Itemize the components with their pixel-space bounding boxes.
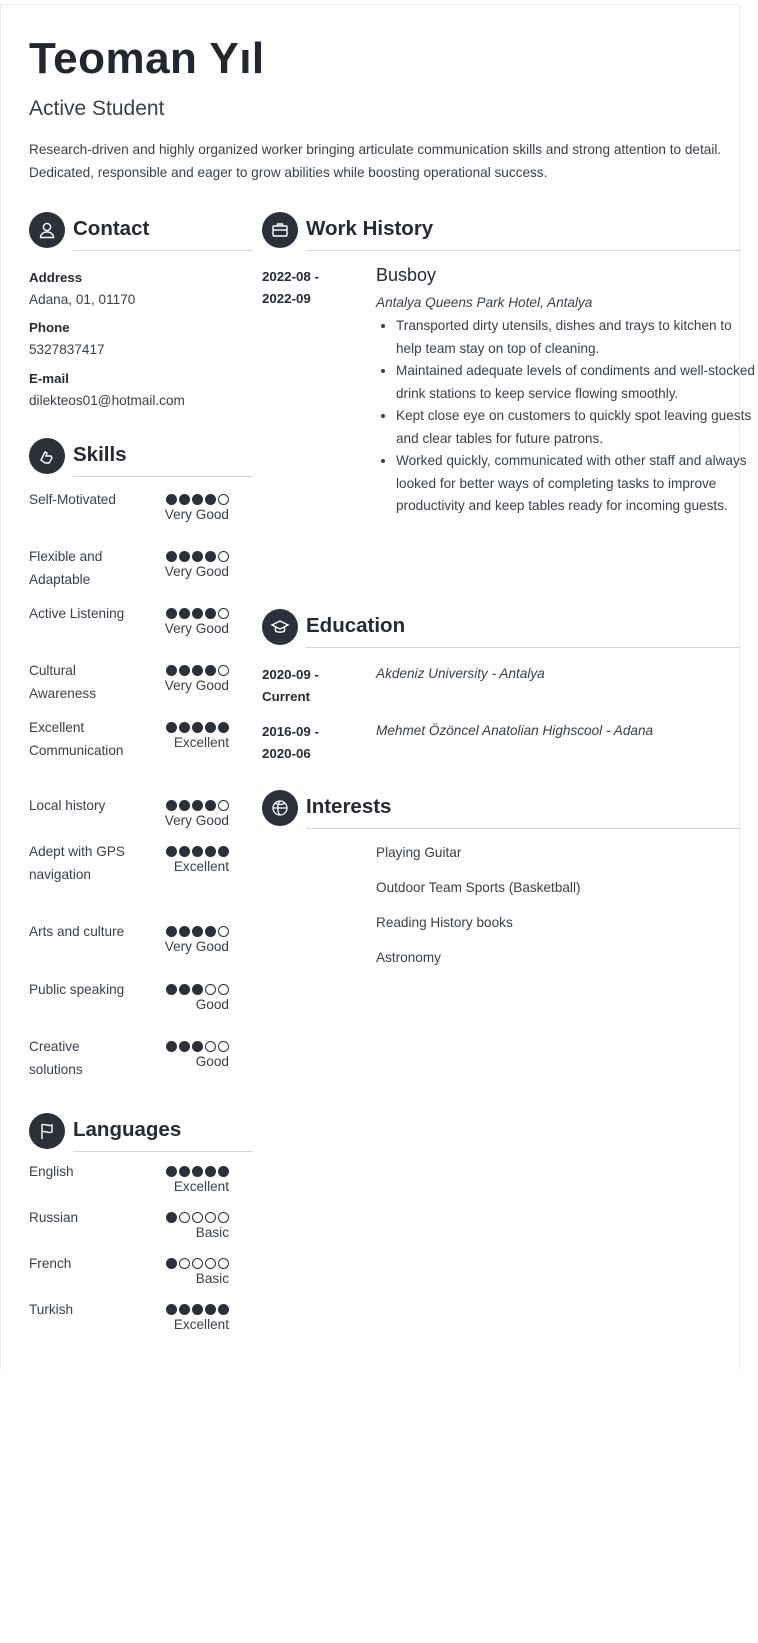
empty-dot-icon: [218, 800, 229, 811]
filled-dot-icon: [192, 846, 203, 857]
flag-icon: [29, 1113, 65, 1149]
job-duties-list: [376, 315, 758, 518]
filled-dot-icon: [205, 494, 216, 505]
empty-dot-icon: [218, 984, 229, 995]
rating-dots: [166, 1041, 229, 1053]
candidate-title: Active Student: [29, 97, 165, 120]
rating: [166, 1212, 229, 1241]
interest-item: Astronomy: [376, 950, 441, 965]
filled-dot-icon: [179, 665, 190, 676]
filled-dot-icon: [192, 1041, 203, 1052]
rating: [165, 551, 229, 580]
rating-label: Very Good: [164, 564, 229, 579]
skills-heading: Skills: [73, 443, 127, 466]
filled-dot-icon: [179, 722, 190, 733]
rating: [166, 984, 229, 1013]
interest-item: Playing Guitar: [376, 845, 462, 860]
email-link[interactable]: dilekteos01@hotmail.com: [29, 393, 185, 408]
rating-label: Excellent: [173, 1317, 229, 1332]
graduation-cap-icon: [262, 609, 298, 645]
phone-label: Phone: [29, 320, 70, 335]
filled-dot-icon: [179, 1041, 190, 1052]
filled-dot-icon: [218, 1304, 229, 1315]
empty-dot-icon: [179, 1258, 190, 1269]
filled-dot-icon: [166, 984, 177, 995]
phone-value: 5327837417: [29, 342, 105, 357]
filled-dot-icon: [166, 494, 177, 505]
education-date-start: 2016-09 -: [262, 724, 319, 739]
skill-name: Arts and culture: [29, 924, 125, 939]
rating-dots: [165, 665, 229, 677]
rating-dots: [165, 926, 229, 938]
rating-label: Basic: [195, 1271, 229, 1286]
skill-name: Local history: [29, 798, 106, 813]
filled-dot-icon: [205, 1304, 216, 1315]
filled-dot-icon: [205, 1166, 216, 1177]
filled-dot-icon: [166, 551, 177, 562]
list-item: • Worked quickly, communicated with other staff and always looked for better ways of completing tasks to improve productivity and keep tables ready for incoming guests.: [396, 450, 758, 518]
empty-dot-icon: [218, 1041, 229, 1052]
filled-dot-icon: [192, 665, 203, 676]
filled-dot-icon: [166, 608, 177, 619]
skill-name: Cultural Awareness: [29, 663, 96, 701]
skill-name: Active Listening: [29, 606, 125, 621]
skill-name: Excellent Communication: [29, 720, 124, 758]
filled-dot-icon: [166, 926, 177, 937]
rating-label: Very Good: [164, 678, 229, 693]
rating: [166, 1166, 229, 1195]
rating-dots: [165, 800, 229, 812]
filled-dot-icon: [218, 1166, 229, 1177]
rating-dots: [166, 1166, 229, 1178]
empty-dot-icon: [192, 1212, 203, 1223]
filled-dot-icon: [192, 1166, 203, 1177]
skill-name: Flexible and Adaptable: [29, 549, 103, 587]
list-item: • Kept close eye on customers to quickly spot leaving guests and clear tables for future patrons.: [396, 405, 758, 450]
filled-dot-icon: [218, 722, 229, 733]
contact-heading: Contact: [73, 217, 150, 240]
rating-label: Good: [195, 997, 229, 1012]
filled-dot-icon: [192, 800, 203, 811]
basketball-icon: [262, 790, 298, 826]
skill-name: Public speaking: [29, 982, 125, 997]
rating-label: Very Good: [164, 507, 229, 522]
job-title: Busboy: [376, 265, 437, 285]
filled-dot-icon: [179, 1166, 190, 1177]
empty-dot-icon: [218, 665, 229, 676]
language-name: Russian: [29, 1210, 79, 1225]
email-label: E-mail: [29, 371, 69, 386]
filled-dot-icon: [192, 722, 203, 733]
rating-dots: [165, 494, 229, 506]
filled-dot-icon: [192, 608, 203, 619]
filled-dot-icon: [205, 551, 216, 562]
interest-item: Outdoor Team Sports (Basketball): [376, 880, 581, 895]
work-divider: [306, 250, 740, 251]
filled-dot-icon: [179, 984, 190, 995]
skill-name: Adept with GPS navigation: [29, 844, 125, 882]
rating: [166, 1258, 229, 1287]
rating: [166, 722, 229, 751]
filled-dot-icon: [205, 926, 216, 937]
address-label: Address: [29, 270, 83, 285]
rating-label: Basic: [195, 1225, 229, 1240]
address-value: Adana, 01, 01170: [29, 292, 136, 307]
empty-dot-icon: [205, 1041, 216, 1052]
contact-section-header: [29, 212, 229, 250]
rating-label: Good: [195, 1054, 229, 1069]
filled-dot-icon: [166, 665, 177, 676]
rating-label: Excellent: [173, 1179, 229, 1194]
briefcase-icon: [262, 212, 298, 248]
list-item: • Maintained adequate levels of condiments and well-stocked drink stations to keep service flowing smoothly.: [396, 360, 758, 405]
filled-dot-icon: [166, 1166, 177, 1177]
languages-divider: [73, 1151, 253, 1152]
education-date-start: 2020-09 -: [262, 667, 319, 682]
filled-dot-icon: [179, 800, 190, 811]
filled-dot-icon: [192, 551, 203, 562]
work-heading: Work History: [306, 217, 434, 240]
filled-dot-icon: [205, 846, 216, 857]
education-school: Akdeniz University - Antalya: [376, 666, 545, 681]
filled-dot-icon: [166, 800, 177, 811]
empty-dot-icon: [205, 1258, 216, 1269]
list-item: • Transported dirty utensils, dishes and trays to kitchen to help team stay on top of cleaning.: [396, 315, 758, 360]
rating: [166, 1041, 229, 1070]
contact-divider: [73, 250, 253, 251]
language-name: French: [29, 1256, 72, 1271]
language-name: English: [29, 1164, 74, 1179]
filled-dot-icon: [179, 608, 190, 619]
rating-dots: [166, 1258, 229, 1270]
rating-dots: [165, 608, 229, 620]
work-section-header: [262, 212, 738, 250]
filled-dot-icon: [166, 1212, 177, 1223]
filled-dot-icon: [192, 494, 203, 505]
rating: [165, 800, 229, 829]
filled-dot-icon: [166, 846, 177, 857]
interests-section-header: [262, 790, 738, 828]
filled-dot-icon: [192, 1304, 203, 1315]
filled-dot-icon: [166, 1041, 177, 1052]
empty-dot-icon: [218, 1212, 229, 1223]
skills-divider: [73, 476, 253, 477]
filled-dot-icon: [179, 494, 190, 505]
empty-dot-icon: [205, 984, 216, 995]
filled-dot-icon: [179, 926, 190, 937]
rating-dots: [166, 1212, 229, 1224]
person-icon: [29, 212, 65, 248]
education-date-end: Current: [262, 689, 311, 704]
rating: [165, 926, 229, 955]
interests-divider: [306, 828, 740, 829]
interests-heading: Interests: [306, 795, 392, 818]
skill-name: Creative solutions: [29, 1039, 83, 1077]
rating-dots: [166, 846, 229, 858]
filled-dot-icon: [179, 1304, 190, 1315]
filled-dot-icon: [192, 926, 203, 937]
filled-dot-icon: [166, 1258, 177, 1269]
professional-summary: Research-driven and highly organized worker bringing articulate communication skills and strong attention to detail. Dedicated, responsible and eager to grow abilities while boosting operational success.: [29, 142, 722, 180]
empty-dot-icon: [218, 926, 229, 937]
employer: Antalya Queens Park Hotel, Antalya: [376, 295, 593, 310]
filled-dot-icon: [192, 984, 203, 995]
rating-label: Excellent: [173, 735, 229, 750]
rating: [165, 494, 229, 523]
filled-dot-icon: [179, 846, 190, 857]
empty-dot-icon: [218, 608, 229, 619]
rating: [165, 665, 229, 694]
candidate-name: Teoman Yıl: [29, 34, 265, 83]
filled-dot-icon: [166, 1304, 177, 1315]
empty-dot-icon: [218, 1258, 229, 1269]
filled-dot-icon: [166, 722, 177, 733]
education-section-header: [262, 609, 738, 647]
filled-dot-icon: [205, 722, 216, 733]
skills-section-header: [29, 438, 229, 476]
filled-dot-icon: [218, 846, 229, 857]
rating-label: Excellent: [173, 859, 229, 874]
rating: [166, 846, 229, 875]
education-heading: Education: [306, 614, 406, 637]
languages-section-header: [29, 1113, 229, 1151]
rating-dots: [166, 1304, 229, 1316]
rating-label: Very Good: [164, 621, 229, 636]
work-date-end: 2022-09: [262, 291, 311, 306]
empty-dot-icon: [218, 494, 229, 505]
education-school: Mehmet Özöncel Anatolian Highscool - Adana: [376, 723, 654, 738]
rating: [165, 608, 229, 637]
rating-label: Very Good: [164, 939, 229, 954]
work-date-start: 2022-08 -: [262, 269, 319, 284]
filled-dot-icon: [205, 665, 216, 676]
empty-dot-icon: [179, 1212, 190, 1223]
empty-dot-icon: [205, 1212, 216, 1223]
filled-dot-icon: [179, 551, 190, 562]
rating-label: Very Good: [164, 813, 229, 828]
filled-dot-icon: [205, 800, 216, 811]
filled-dot-icon: [205, 608, 216, 619]
interest-item: Reading History books: [376, 915, 513, 930]
rating-dots: [165, 551, 229, 563]
skill-name: Self-Motivated: [29, 492, 116, 507]
skills-hand-icon: [29, 438, 65, 474]
rating-dots: [166, 984, 229, 996]
languages-heading: Languages: [73, 1118, 182, 1141]
empty-dot-icon: [218, 551, 229, 562]
education-divider: [306, 647, 740, 648]
rating: [166, 1304, 229, 1333]
language-name: Turkish: [29, 1302, 74, 1317]
rating-dots: [166, 722, 229, 734]
education-date-end: 2020-06: [262, 746, 311, 761]
empty-dot-icon: [192, 1258, 203, 1269]
